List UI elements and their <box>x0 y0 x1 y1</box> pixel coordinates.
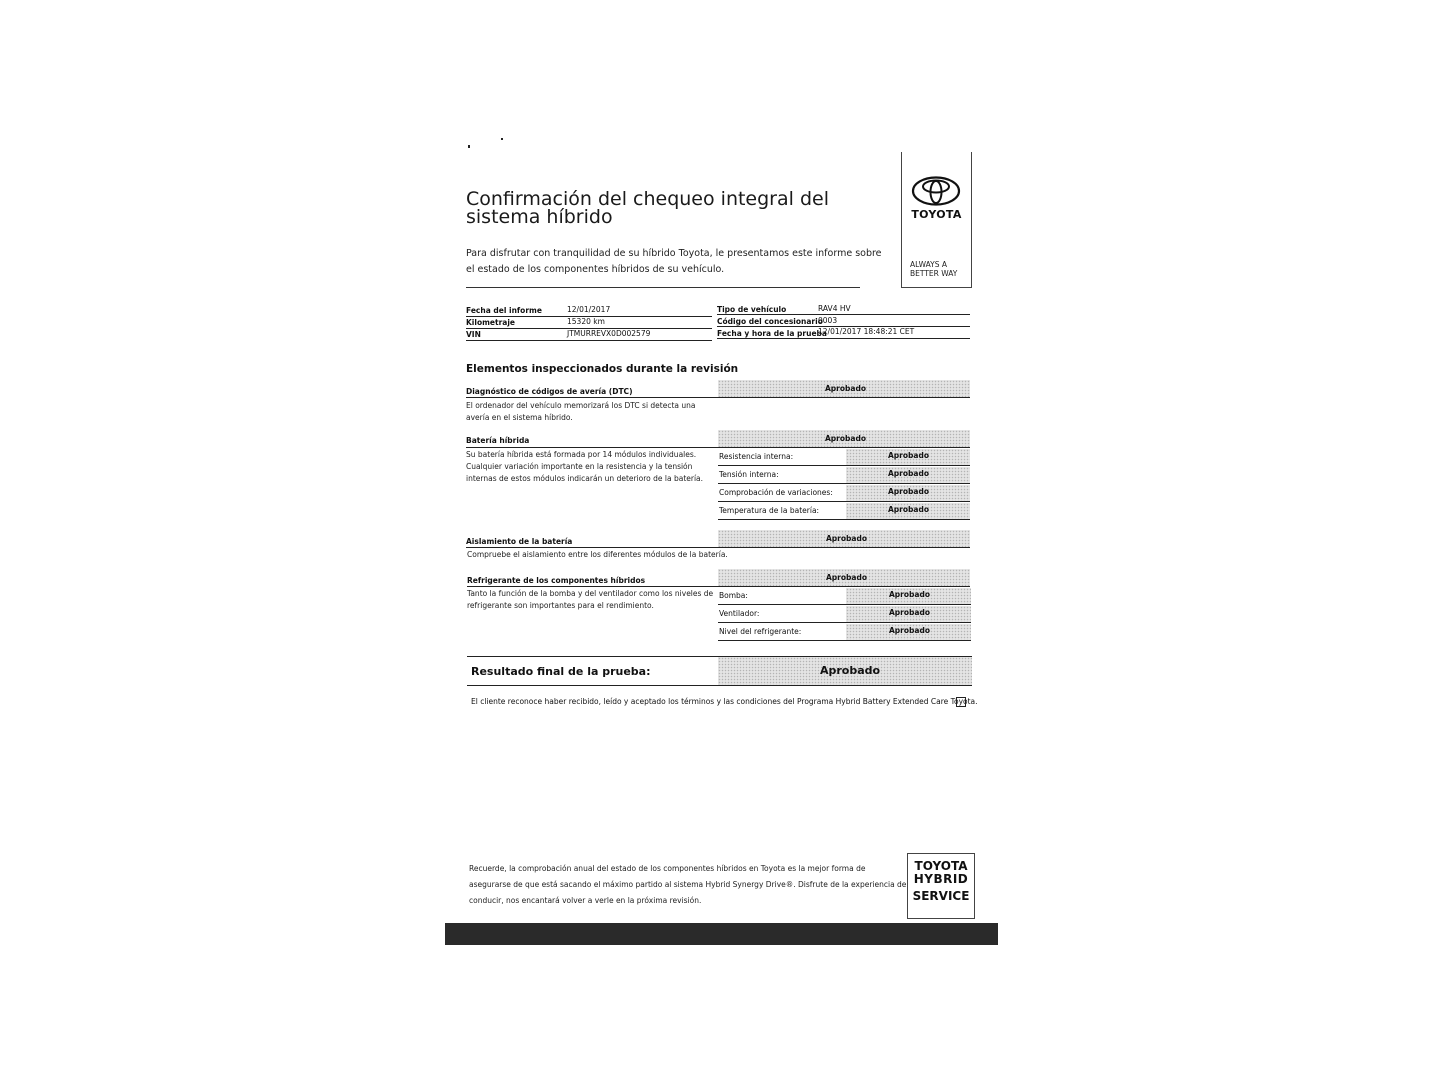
divider <box>467 586 970 587</box>
divider <box>718 604 971 605</box>
divider <box>718 622 971 623</box>
divider <box>466 287 860 288</box>
info-label: VIN <box>466 330 481 339</box>
divider <box>718 640 971 641</box>
divider <box>466 447 970 448</box>
category-desc-battery: Su batería híbrida está formada por 14 módulos individuales. Cualquier variación importante en la resistencia y la tensión internas de estos módulos indicarán un deterioro de la batería. <box>466 450 704 483</box>
info-value: 0003 <box>818 316 838 325</box>
category-status-dtc: Aprobado <box>825 384 866 393</box>
divider <box>717 338 970 339</box>
category-title-battery: Batería híbrida <box>466 436 530 445</box>
check-label: Comprobación de variaciones: <box>719 488 833 497</box>
divider <box>717 314 970 315</box>
acknowledgement-text: El cliente reconoce haber recibido, leído y aceptado los términos y las condiciones del Programa Hybrid Battery Extended Care Toyota. <box>471 697 978 706</box>
check-label: Tensión interna: <box>719 470 779 479</box>
scan-speck <box>501 138 503 140</box>
divider <box>467 685 972 686</box>
category-title-dtc: Diagnóstico de códigos de avería (DTC) <box>466 387 633 396</box>
scan-speck <box>468 145 470 148</box>
check-status: Aprobado <box>888 451 929 460</box>
divider <box>718 483 970 484</box>
divider <box>466 397 970 398</box>
page-title: Confirmación del chequeo integral del sistema híbrido <box>466 188 829 228</box>
check-status: Aprobado <box>889 590 930 599</box>
check-status: Aprobado <box>888 487 929 496</box>
info-label: Fecha y hora de la prueba <box>717 329 827 338</box>
category-status-insulation: Aprobado <box>826 534 867 543</box>
slogan-line-2: BETTER WAY <box>910 269 958 278</box>
toyota-logo <box>901 152 972 288</box>
info-label: Fecha del informe <box>466 306 542 315</box>
final-result-status: Aprobado <box>820 664 881 677</box>
category-title-insulation: Aislamiento de la batería <box>466 537 573 546</box>
intro-text: Para disfrutar con tranquilidad de su híbrido Toyota, le presentamos este informe sobre el estado de los componentes híbridos de su vehículo. <box>466 248 882 275</box>
category-status-coolant: Aprobado <box>826 573 867 582</box>
category-desc-dtc: El ordenador del vehículo memorizará los DTC si detecta una avería en el sistema híbrido. <box>466 401 696 422</box>
footer-logo-line-1: TOYOTA <box>914 859 968 873</box>
info-value: 15320 km <box>567 317 605 326</box>
check-label: Ventilador: <box>719 609 760 618</box>
section-title: Elementos inspeccionados durante la revisión <box>466 363 739 375</box>
category-desc-coolant: Tanto la función de la bomba y del ventilador como los niveles de refrigerante son importantes para el rendimiento. <box>467 589 714 610</box>
brand-name: TOYOTA <box>911 208 962 221</box>
divider <box>718 501 970 502</box>
check-status: Aprobado <box>888 469 929 478</box>
check-label: Temperatura de la batería: <box>719 506 820 515</box>
category-title-coolant: Refrigerante de los componentes híbridos <box>467 576 646 585</box>
check-status: Aprobado <box>889 626 930 635</box>
info-value: 12/01/2017 18:48:21 CET <box>818 327 915 336</box>
toyota-hybrid-service-logo <box>907 853 975 919</box>
slogan-line-1: ALWAYS A <box>910 260 948 269</box>
footer-logo-line-3: SERVICE <box>912 889 970 903</box>
divider <box>466 547 970 548</box>
divider <box>718 465 970 466</box>
category-status-battery: Aprobado <box>825 434 866 443</box>
check-status: Aprobado <box>889 608 930 617</box>
check-label: Resistencia interna: <box>719 452 794 461</box>
info-label: Tipo de vehículo <box>717 305 787 314</box>
check-label: Bomba: <box>719 591 748 600</box>
check-status: Aprobado <box>888 505 929 514</box>
footer-text: Recuerde, la comprobación anual del estado de los componentes híbridos en Toyota es la mejor forma de asegurarse de que está sacando el máximo partido al sistema Hybrid Synergy Drive®. Disfrute de la experiencia de conducir, nos encantará volver a verle en la próxima revisión. <box>469 864 907 905</box>
toyota-emblem-icon <box>911 176 961 206</box>
info-value: RAV4 HV <box>818 304 851 313</box>
divider <box>718 519 970 520</box>
footer-bar <box>445 923 998 945</box>
final-result-label: Resultado final de la prueba: <box>471 665 651 678</box>
brand-slogan <box>910 260 957 278</box>
info-label: Kilometraje <box>466 318 516 327</box>
check-label: Nivel del refrigerante: <box>719 627 802 636</box>
info-label: Código del concesionario <box>717 317 823 326</box>
divider <box>466 340 712 341</box>
info-value: JTMURREVX0D002579 <box>567 329 651 338</box>
info-value: 12/01/2017 <box>567 305 611 314</box>
category-desc-insulation: Compruebe el aislamiento entre los diferentes módulos de la batería. <box>467 550 728 559</box>
footer-logo-line-2: HYBRID <box>913 872 969 886</box>
acknowledgement-checkbox[interactable] <box>956 697 966 707</box>
